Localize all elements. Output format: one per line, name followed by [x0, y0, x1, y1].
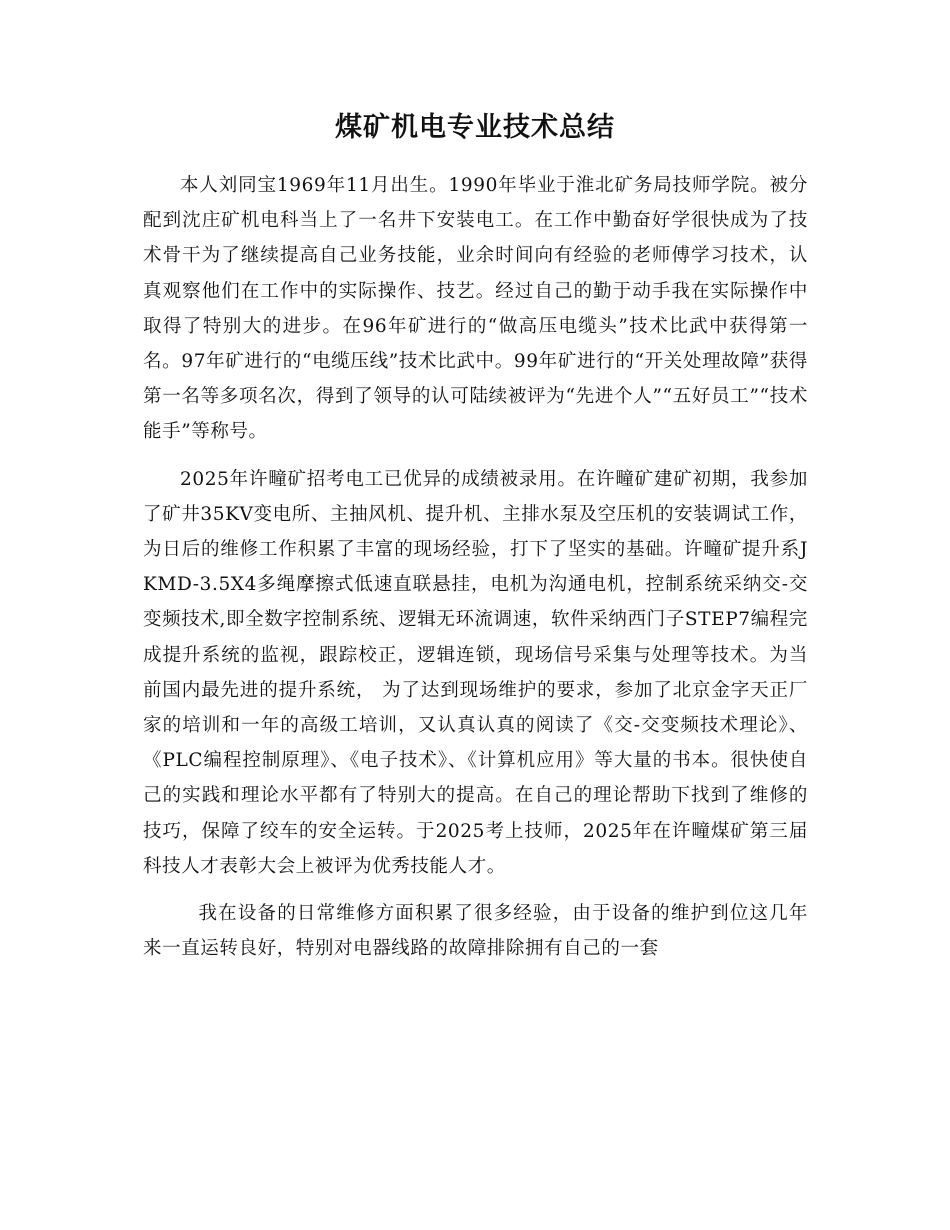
paragraph-2: 2025年许疃矿招考电工已优异的成绩被录用。在许疃矿建矿初期，我参加了矿井35KV变电所、主抽风机、提升机、主排水泵及空压机的安装调试工作，为日后的维修工作积累了丰富的现场经验，打下了坚实的基础。许疃矿提升系JKMD-3.5X4多绳摩擦式低速直联悬挂，电机为沟通电机，控制系统采纳交-交变频技术,即全数字控制系统、逻辑无环流调速，软件采纳西门子STEP7编程完成提升系统的监视，跟踪校正，逻辑连锁，现场信号采集与处理等技术。为当前国内最先进的提升系统， 为了达到现场维护的要求，参加了北京金字天正厂家的培训和一年的高级工培训，又认真认真的阅读了《交-交变频技术理论》、《PLC编程控制原理》、《电子技术》、《计算机应用》等大量的书本。很快使自己的实践和理论水平都有了特别大的提高。在自己的理论帮助下找到了维修的技巧，保障了绞车的安全运转。于2025考上技师，2025年在许疃煤矿第三届科技人才表彰大会上被评为优秀技能人才。	[143, 468, 808, 877]
paragraph-1: 本人刘同宝1969年11月出生。1990年毕业于淮北矿务局技师学院。被分配到沈庄矿机电科当上了一名井下安装电工。在工作中勤奋好学很快成为了技术骨干为了继续提高自己业务技能，业余时间向有经验的老师傅学习技术，认真观察他们在工作中的实际操作、技艺。经过自己的勤于动手我在实际操作中取得了特别大的进步。在96年矿进行的“做高压电缆头”技术比武中获得第一名。97年矿进行的“电缆压线”技术比武中。99年矿进行的“开关处理故障”获得第一名等多项名次，得到了领导的认可陆续被评为“先进个人”“五好员工”“技术能手”等称号。	[143, 175, 808, 443]
document-title: 煤矿机电专业技术总结	[335, 112, 615, 143]
paragraph-3: 我在设备的日常维修方面积累了很多经验，由于设备的维护到位这几年来一直运转良好，特别对电器线路的故障排除拥有自己的一套	[143, 903, 808, 960]
document-body	[143, 168, 808, 966]
